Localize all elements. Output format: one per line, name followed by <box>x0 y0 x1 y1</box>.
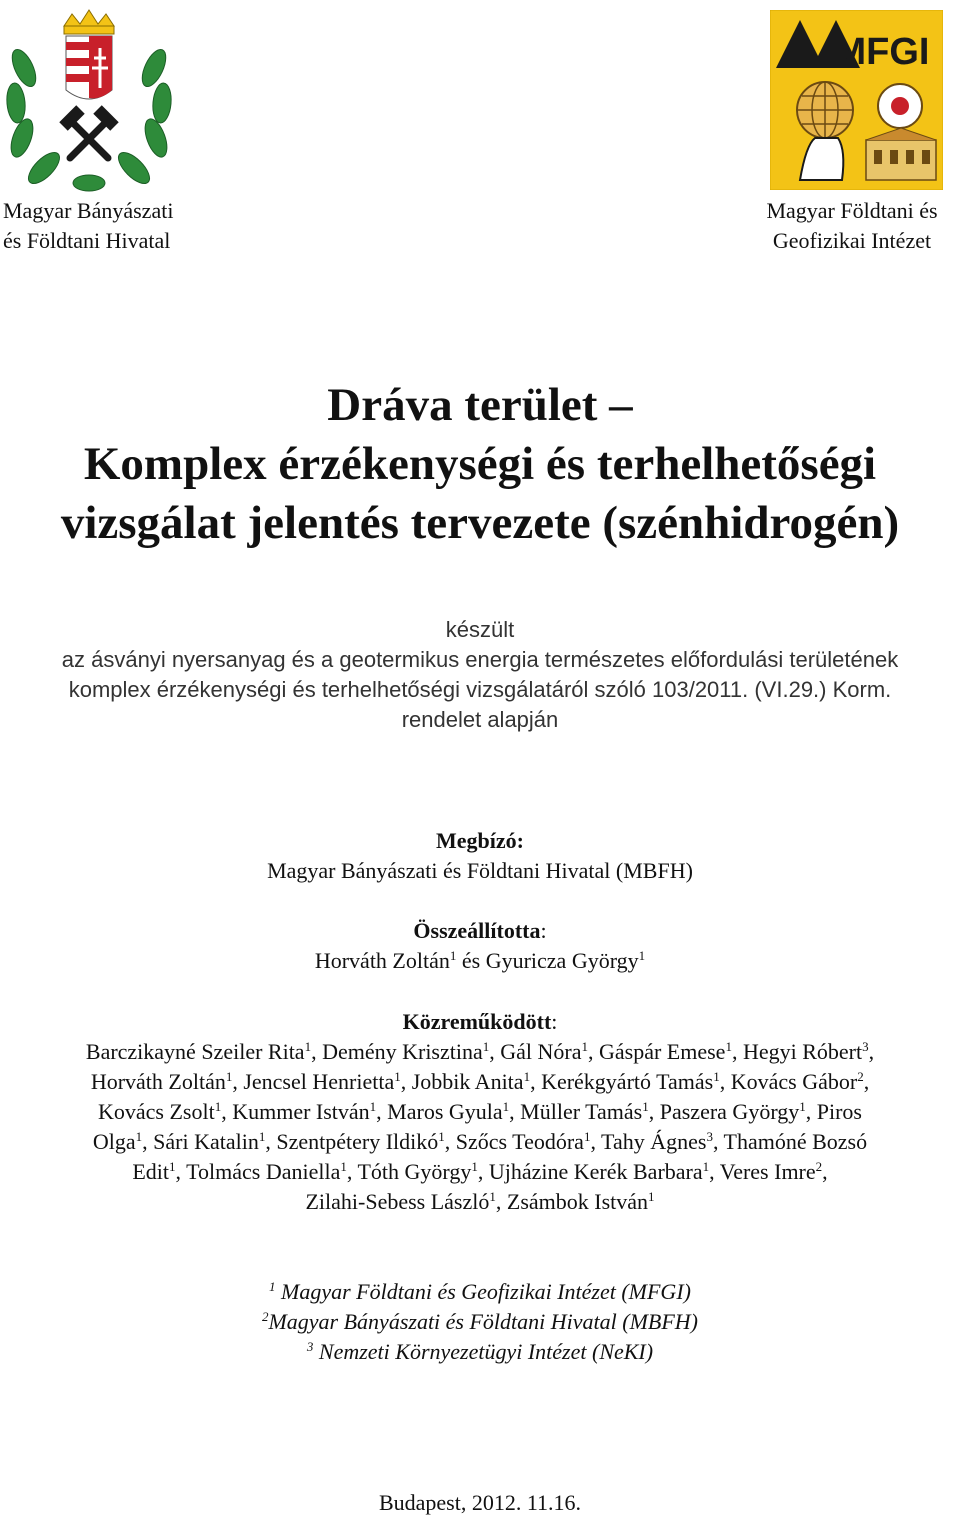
contributor-name: Edit <box>132 1159 170 1184</box>
contributor-affiliation-mark: 1 <box>169 1159 176 1174</box>
affiliation-mark: 2 <box>261 1309 269 1324</box>
contributor-name: Kerékgyártó Tamás <box>541 1069 714 1094</box>
compiled-label: Összeállította <box>413 918 541 943</box>
contributor-affiliation-mark: 1 <box>489 1189 496 1204</box>
legal-basis-line: készült <box>445 617 515 642</box>
author-separator: és <box>456 948 486 973</box>
contributor-affiliation-mark: 1 <box>725 1039 732 1054</box>
contributor-affiliation-mark: 1 <box>304 1039 312 1054</box>
contributors-line <box>0 1187 960 1217</box>
contributor-separator: , <box>489 1039 501 1064</box>
legal-basis-line: rendelet alapján <box>401 707 559 732</box>
contributor-name: Tóth György <box>357 1159 472 1184</box>
contributors-colon: : <box>551 1009 558 1034</box>
contributors-label: Közreműködött <box>402 1009 552 1034</box>
contributor-name: Demény Krisztina <box>322 1039 483 1064</box>
author-affiliation-mark: 1 <box>449 948 457 963</box>
contributors-line <box>0 1067 960 1097</box>
contributor-affiliation-mark: 1 <box>482 1039 490 1054</box>
contributor-name: Hegyi Róbert <box>742 1039 863 1064</box>
contributor-name: Kovács Gábor <box>730 1069 858 1094</box>
contributor-name: Barczikayné Szeiler Rita <box>85 1039 305 1064</box>
contributor-separator: , <box>232 1069 244 1094</box>
contributor-name: Gáspár Emese <box>599 1039 726 1064</box>
compiled-section <box>0 916 960 976</box>
contributor-separator: , <box>590 1129 602 1154</box>
affiliations-list <box>0 1277 960 1367</box>
contributor-affiliation-mark: 1 <box>799 1099 806 1114</box>
contributor-separator: , <box>530 1069 542 1094</box>
contributor-name: Olga <box>92 1129 136 1154</box>
contributor-affiliation-mark: 1 <box>581 1039 588 1054</box>
contributor-separator: , Piros <box>805 1099 862 1124</box>
left-org-line: Magyar Bányászati <box>3 198 174 223</box>
contributor-name: Maros Gyula <box>387 1099 503 1124</box>
right-org-name <box>747 196 957 256</box>
contributor-name: Jencsel Henrietta <box>243 1069 395 1094</box>
compiled-colon: : <box>540 918 547 943</box>
contributor-affiliation-mark: 1 <box>713 1069 720 1084</box>
contributor-separator: , <box>822 1159 828 1184</box>
client-section <box>0 826 960 886</box>
contributor-affiliation-mark: 2 <box>815 1159 823 1174</box>
contributor-name: Jobbik Anita <box>411 1069 524 1094</box>
contributor-separator: , <box>719 1069 731 1094</box>
contributor-affiliation-mark: 1 <box>438 1129 445 1144</box>
contributor-affiliation-mark: 1 <box>642 1099 649 1114</box>
contributor-name: Veres Imre <box>719 1159 816 1184</box>
contributor-name: Kummer István <box>232 1099 370 1124</box>
contributors-line <box>0 1097 960 1127</box>
author-name: Horváth Zoltán <box>314 948 450 973</box>
author-affiliation-mark: 1 <box>638 948 646 963</box>
left-org-name <box>3 196 173 256</box>
contributor-name: Horváth Zoltán <box>90 1069 226 1094</box>
contributor-affiliation-mark: 1 <box>471 1159 478 1174</box>
mbfh-coat-of-arms-logo <box>4 8 174 193</box>
contributors-section <box>0 1007 960 1217</box>
contributor-name: Gál Nóra <box>500 1039 582 1064</box>
affiliation-item <box>0 1337 960 1367</box>
contributor-affiliation-mark: 1 <box>258 1129 266 1144</box>
title-line: Komplex érzékenységi és terhelhetőségi <box>83 438 877 490</box>
contributor-name: Tahy Ágnes <box>601 1129 707 1154</box>
contributor-affiliation-mark: 2 <box>857 1069 864 1084</box>
client-label: Megbízó: <box>436 828 524 853</box>
affiliation-text: Nemzeti Környezetügyi Intézet (NeKI) <box>313 1339 654 1364</box>
contributor-affiliation-mark: 1 <box>648 1189 655 1204</box>
contributor-affiliation-mark: 1 <box>369 1099 377 1114</box>
contributor-separator: , <box>495 1189 507 1214</box>
contributor-separator: , <box>709 1159 720 1184</box>
contributor-separator: , <box>588 1039 599 1064</box>
contributor-affiliation-mark: 1 <box>340 1159 347 1174</box>
right-org-line: Geofizikai Intézet <box>772 228 932 253</box>
contributor-separator: , <box>311 1039 323 1064</box>
affiliation-mark: 1 <box>269 1279 276 1294</box>
compiled-authors <box>0 946 960 976</box>
contributor-affiliation-mark: 3 <box>706 1129 713 1144</box>
contributor-separator: , <box>400 1069 412 1094</box>
contributor-separator: , <box>868 1039 875 1064</box>
contributor-separator: , <box>376 1099 388 1124</box>
legal-basis-line: komplex érzékenységi és terhelhetőségi vizsgálatáról szóló 103/2011. (VI.29.) Korm. <box>68 677 892 702</box>
mfgi-logo <box>770 10 943 190</box>
contributor-separator: , <box>346 1159 358 1184</box>
contributor-separator: , <box>477 1159 489 1184</box>
contributors-list <box>0 1037 960 1217</box>
contributor-affiliation-mark: 1 <box>702 1159 710 1174</box>
contributor-separator: , <box>265 1129 277 1154</box>
left-org-line: és Földtani Hivatal <box>3 228 171 253</box>
contributor-separator: , Thamóné Bozsó <box>712 1129 868 1154</box>
contributor-affiliation-mark: 1 <box>583 1129 591 1144</box>
contributor-name: Zsámbok István <box>506 1189 649 1214</box>
title-line: Dráva terület – <box>327 379 633 431</box>
contributor-separator: , <box>648 1099 660 1124</box>
svg-text:MFGI: MFGI <box>834 31 930 73</box>
contributor-name: Paszera György <box>659 1099 800 1124</box>
legal-basis-line: az ásványi nyersanyag és a geotermikus energia természetes előfordulási területének <box>61 647 899 672</box>
contributors-line <box>0 1037 960 1067</box>
contributor-name: Tolmács Daniella <box>186 1159 341 1184</box>
author-name: Gyuricza György <box>485 948 639 973</box>
place-and-date: Budapest, 2012. 11.16. <box>378 1490 582 1515</box>
affiliation-text: Magyar Földtani és Geofizikai Intézet (MFGI) <box>275 1279 691 1304</box>
contributor-affiliation-mark: 1 <box>502 1099 510 1114</box>
contributor-affiliation-mark: 1 <box>135 1129 143 1144</box>
contributor-affiliation-mark: 1 <box>214 1099 222 1114</box>
title-line: vizsgálat jelentés tervezete (szénhidrogén) <box>60 497 900 549</box>
contributor-affiliation-mark: 1 <box>394 1069 401 1084</box>
right-org-line: Magyar Földtani és <box>766 198 938 223</box>
legal-basis-text <box>20 615 940 735</box>
contributor-separator: , <box>221 1099 233 1124</box>
affiliation-mark: 3 <box>306 1339 314 1354</box>
contributor-name: Müller Tamás <box>520 1099 643 1124</box>
contributor-name: Kovács Zsolt <box>98 1099 215 1124</box>
contributor-separator: , <box>509 1099 521 1124</box>
contributor-separator: , <box>863 1069 870 1094</box>
contributor-name: Zilahi-Sebess László <box>305 1189 490 1214</box>
affiliation-item <box>0 1307 960 1337</box>
contributor-separator: , <box>142 1129 154 1154</box>
affiliation-item <box>0 1277 960 1307</box>
contributor-affiliation-mark: 1 <box>225 1069 233 1084</box>
contributor-name: Szőcs Teodóra <box>455 1129 584 1154</box>
contributors-line <box>0 1127 960 1157</box>
contributor-affiliation-mark: 1 <box>523 1069 531 1084</box>
contributor-separator: , <box>444 1129 456 1154</box>
contributor-name: Sári Katalin <box>153 1129 259 1154</box>
contributors-line <box>0 1157 960 1187</box>
contributor-separator: , <box>731 1039 743 1064</box>
client-name: Magyar Bányászati és Földtani Hivatal (MBFH) <box>267 858 693 883</box>
contributor-name: Szentpétery Ildikó <box>276 1129 439 1154</box>
document-title <box>0 376 960 553</box>
contributor-name: Ujházine Kerék Barbara <box>488 1159 703 1184</box>
contributor-separator: , <box>175 1159 187 1184</box>
contributor-affiliation-mark: 3 <box>862 1039 869 1054</box>
affiliation-text: Magyar Bányászati és Földtani Hivatal (MBFH) <box>268 1309 699 1334</box>
